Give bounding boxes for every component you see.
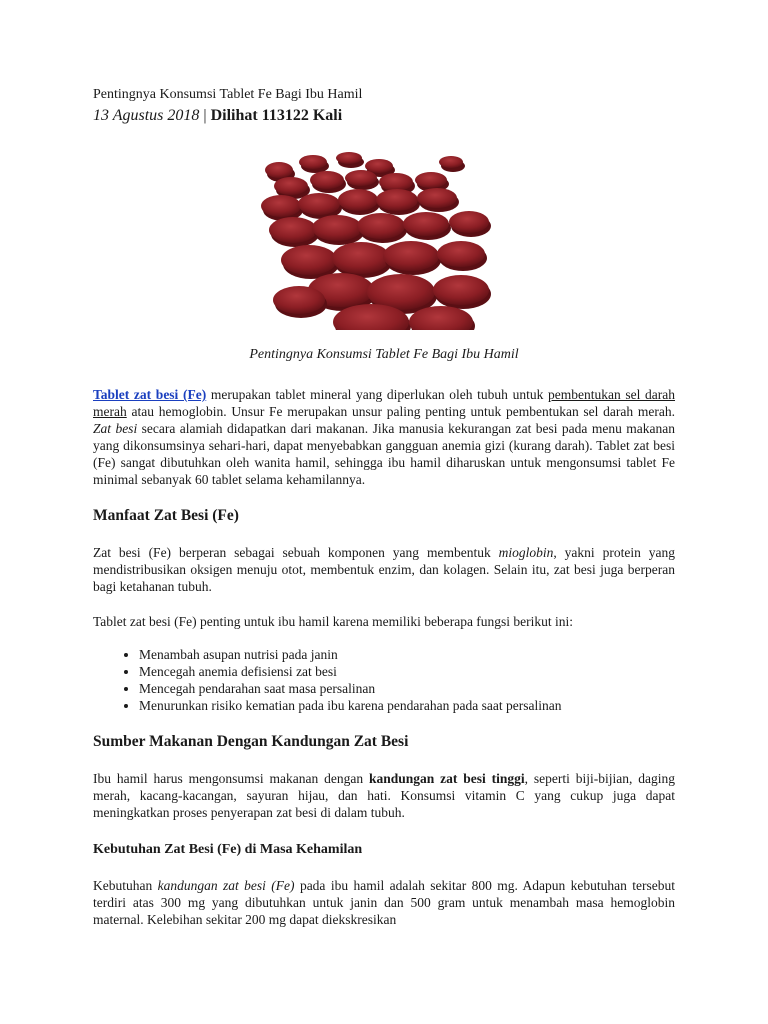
tablet <box>383 241 439 271</box>
tablet <box>298 193 340 215</box>
intro-text-2: atau hemoglobin. Unsur Fe merupakan unsur paling penting untuk pembentukan sel darah merah. <box>126 404 675 419</box>
tablet <box>265 162 293 178</box>
tablet <box>299 155 327 169</box>
pembentukan-sel-darah-link[interactable]: pembentukan sel darah merah <box>93 387 676 419</box>
tablet <box>269 217 317 243</box>
tablet <box>379 173 413 191</box>
kebutuhan-text-2: pada ibu hamil adalah sekitar 800 mg. Adapun kebutuhan tersebut terdiri atas 300 mg yang dibutuhkan untuk janin dan 500 gram untuk menambah masa hemoglobin maternal. Kelebihan sekitar 200 mg dapat diekskresikan <box>93 878 676 927</box>
tablet <box>437 241 485 267</box>
tablet <box>338 189 378 211</box>
publish-date: 13 Agustus 2018 <box>93 107 200 124</box>
benefits-list <box>93 646 675 714</box>
tablet <box>261 195 301 217</box>
sumber-paragraph <box>93 770 675 821</box>
iron-tablets-image <box>261 150 511 330</box>
image-caption: Pentingnya Konsumsi Tablet Fe Bagi Ibu Hamil <box>249 347 519 362</box>
tablet <box>376 189 418 211</box>
mioglobin-term: mioglobin <box>498 545 554 560</box>
manfaat-text-2: , yakni protein yang mendistribusikan oksigen menuju otot, membentuk enzim, dan kolagen. Selain itu, zat besi juga berperan bagi ketahanan tubuh. <box>93 545 675 594</box>
intro-paragraph <box>93 386 675 488</box>
view-count: Dilihat 113122 Kali <box>210 107 343 124</box>
tablet <box>281 245 337 275</box>
meta-separator: | <box>199 107 211 124</box>
tablet <box>415 172 447 188</box>
tablet <box>417 188 457 208</box>
tablet <box>403 212 449 236</box>
sumber-text-1: Ibu hamil harus mengonsumsi makanan dengan <box>93 771 369 786</box>
tablet <box>357 213 405 239</box>
tablet <box>312 215 362 241</box>
list-item: • Menurunkan risiko kematian pada ibu karena pendarahan pada saat persalinan <box>139 697 675 714</box>
article-meta <box>93 106 675 126</box>
kebutuhan-emphasis: kandungan zat besi (Fe) <box>157 878 295 893</box>
tablet <box>345 170 377 186</box>
list-item: • Mencegah anemia defisiensi zat besi <box>139 663 675 680</box>
tablet <box>433 275 489 305</box>
iron-tablets-illustration <box>261 150 511 330</box>
tablet <box>336 152 362 164</box>
section-heading-manfaat: Manfaat Zat Besi (Fe) <box>93 507 239 524</box>
document-title: Pentingnya Konsumsi Tablet Fe Bagi Ibu Hamil <box>93 87 363 102</box>
sumber-text-2: , seperti biji-bijian, daging merah, kacang-kacangan, sayuran hijau, dan hati. Konsumsi vitamin C yang cukup juga dapat meningkatkan proses penyerapan zat besi di dalam tubuh. <box>93 771 675 820</box>
intro-text-1: merupakan tablet mineral yang diperlukan oleh tubuh untuk <box>206 387 548 402</box>
tablet <box>449 211 489 233</box>
manfaat-text-1: Zat besi (Fe) berperan sebagai sebuah komponen yang membentuk <box>93 545 499 560</box>
sumber-bold-term: kandungan zat besi tinggi <box>368 771 525 786</box>
tablet <box>274 177 308 195</box>
list-item: • Menambah asupan nutrisi pada janin <box>139 646 675 663</box>
section-heading-sumber: Sumber Makanan Dengan Kandungan Zat Besi <box>93 733 409 750</box>
tablet <box>332 242 390 274</box>
tablet <box>310 171 344 189</box>
section-heading-kebutuhan: Kebutuhan Zat Besi (Fe) di Masa Kehamilan <box>93 842 363 857</box>
manfaat-paragraph-2: Tablet zat besi (Fe) penting untuk ibu hamil karena memiliki beberapa fungsi berikut ini: <box>93 614 574 629</box>
document-page <box>93 86 675 928</box>
intro-emphasis: Zat besi <box>93 421 138 436</box>
kebutuhan-paragraph <box>93 877 675 928</box>
kebutuhan-text-1: Kebutuhan <box>93 878 158 893</box>
tablet <box>273 286 325 314</box>
intro-text-3: secara alamiah didapatkan dari makanan. Jika manusia kekurangan zat besi pada menu makanan yang dikonsumsinya sehari-hari, dapat menyebabkan gangguan anemia gizi (kurang darah). Tablet zat besi (Fe) sangat dibutuhkan oleh wanita hamil, sehingga ibu hamil diharuskan untuk mengonsumsi tablet Fe minimal sebanyak 60 tablet selama kehamilannya. <box>93 421 676 487</box>
tablet <box>439 156 463 168</box>
tablet-zat-besi-link[interactable]: Tablet zat besi (Fe) <box>93 387 207 402</box>
list-item: • Mencegah pendarahan saat masa persalinan <box>139 680 675 697</box>
manfaat-paragraph-1 <box>93 544 675 595</box>
tablet <box>365 159 393 173</box>
